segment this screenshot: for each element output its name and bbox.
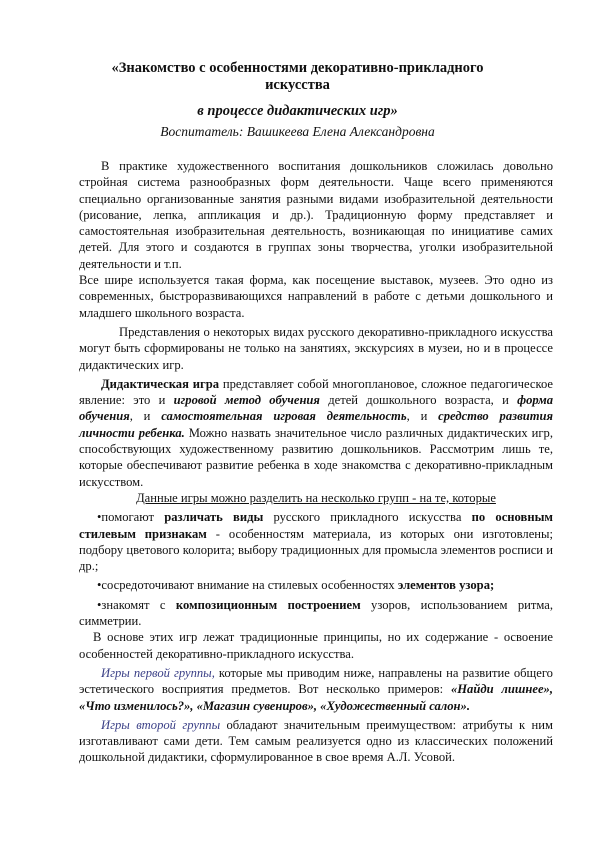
paragraph-2: Все шире используется такая форма, как посещение выставок, музеев. Это одно из современных, быстроразвивающихся направлений в работе с детьми дошкольного и младшего школьного возраста. — [79, 273, 553, 320]
paragraph-principles: В основе этих игр лежат традиционные принципы, но их содержание - освоение особенностей декоративно-прикладного искусства. — [79, 630, 553, 661]
b1-text-3: - особенностям материала, из которых они изготовлены; подбору цветового колорита; выбору традиционных для промысла элементов росписи и др.; — [79, 526, 553, 574]
p8-text-1: обладают значительным преимуществом: атрибуты к ним изготавливают сами дети. Тем самым реализуется одно из классических положений дошкольной дидактики, сформулированное в свое время А.Л. Усовой. — [79, 717, 553, 765]
title-line-3: в процессе дидактических игр» — [197, 103, 398, 119]
b1-text-1: помогают — [101, 510, 165, 525]
p7-text-1: которые мы приводим ниже, направлены на развитие общего эстетического восприятия предметов. Вот несколько примеров: — [79, 665, 553, 697]
paragraph-first-group — [79, 665, 553, 714]
first-group-label: Игры первой группы, — [101, 665, 215, 680]
p4-text-5: Можно назвать значительное число различных дидактических игр, способствующих художественному развитию дошкольников. Рассмотрим лишь те, которые обеспечивают развитие ребенка в ходе знакомства с декоративно-прикладным искусством. — [79, 425, 553, 489]
p4-text-3: , и — [129, 409, 162, 424]
b2-text-1: сосредоточивают внимание на стилевых особенностях — [101, 578, 398, 593]
b2-bold-1: элементов узора; — [397, 578, 495, 593]
term-didactic-game: Дидактическая игра — [101, 376, 220, 391]
p4-text-1: представляет собой многоплановое, сложное педагогическое явление: это и — [79, 376, 554, 408]
term-form: форма обучения — [79, 393, 554, 424]
b3-text-2: узоров, использованием ритма, симметрии. — [79, 597, 554, 629]
b1-text-2: русского прикладного искусства — [263, 510, 472, 525]
term-game-method: игровой метод обучения — [173, 393, 320, 408]
author-line: Воспитатель: Вашикеева Елена Александровна — [160, 124, 435, 139]
bullet-item-3 — [79, 597, 553, 630]
b1-bold-1: различать виды — [164, 510, 264, 525]
b1-bold-2: по основным стилевым признакам — [79, 510, 553, 541]
paragraph-didactic-game — [79, 376, 553, 490]
p4-text-4: , и — [406, 409, 439, 424]
title-text-2: искусства — [265, 77, 330, 93]
title-text-1: «Знакомство с особенностями декоративно-прикладного — [111, 60, 484, 76]
paragraph-1: В практике художественного воспитания дошкольников сложилась довольно стройная система разнообразных форм деятельности. Чаще всего применяются специально организованные занятия разными видами изобразительной деятельности (рисование, лепка, аппликация и др.). Традиционную форму представляет и самостоятельная изобразительная деятельность, возникающая по инициативе самих детей. Для этого и создаются в группах зоны творчества, уголки изобразительной деятельности и т.п. — [79, 159, 553, 271]
b3-text-1: знакомят с — [101, 597, 176, 612]
paragraph-3: Представления о некоторых видах русского декоративно-прикладного искусства могут быть сформированы не только на занятиях, экскурсиях в музеи, но и в процессе дидактических игр. — [79, 324, 553, 372]
game-examples: «Найди лишнее», «Что изменилось?», «Магазин сувениров», «Художественный салон». — [79, 682, 553, 713]
groups-intro: Данные игры можно разделить на несколько групп - на те, которые — [136, 490, 496, 505]
bullet-item-2 — [79, 577, 553, 593]
paragraph-second-group — [79, 717, 553, 766]
p4-text-2: детей дошкольного возраста, и — [319, 393, 518, 408]
b3-bold-1: композиционным построением — [175, 597, 361, 612]
bullet-item-1 — [79, 509, 553, 574]
term-activity: самостоятельная игровая деятельность — [161, 409, 407, 424]
second-group-label: Игры второй группы — [101, 717, 221, 732]
term-development: средство развития личности ребенка. — [79, 409, 553, 440]
title-line-1 — [60, 60, 535, 94]
document-body — [79, 158, 553, 766]
